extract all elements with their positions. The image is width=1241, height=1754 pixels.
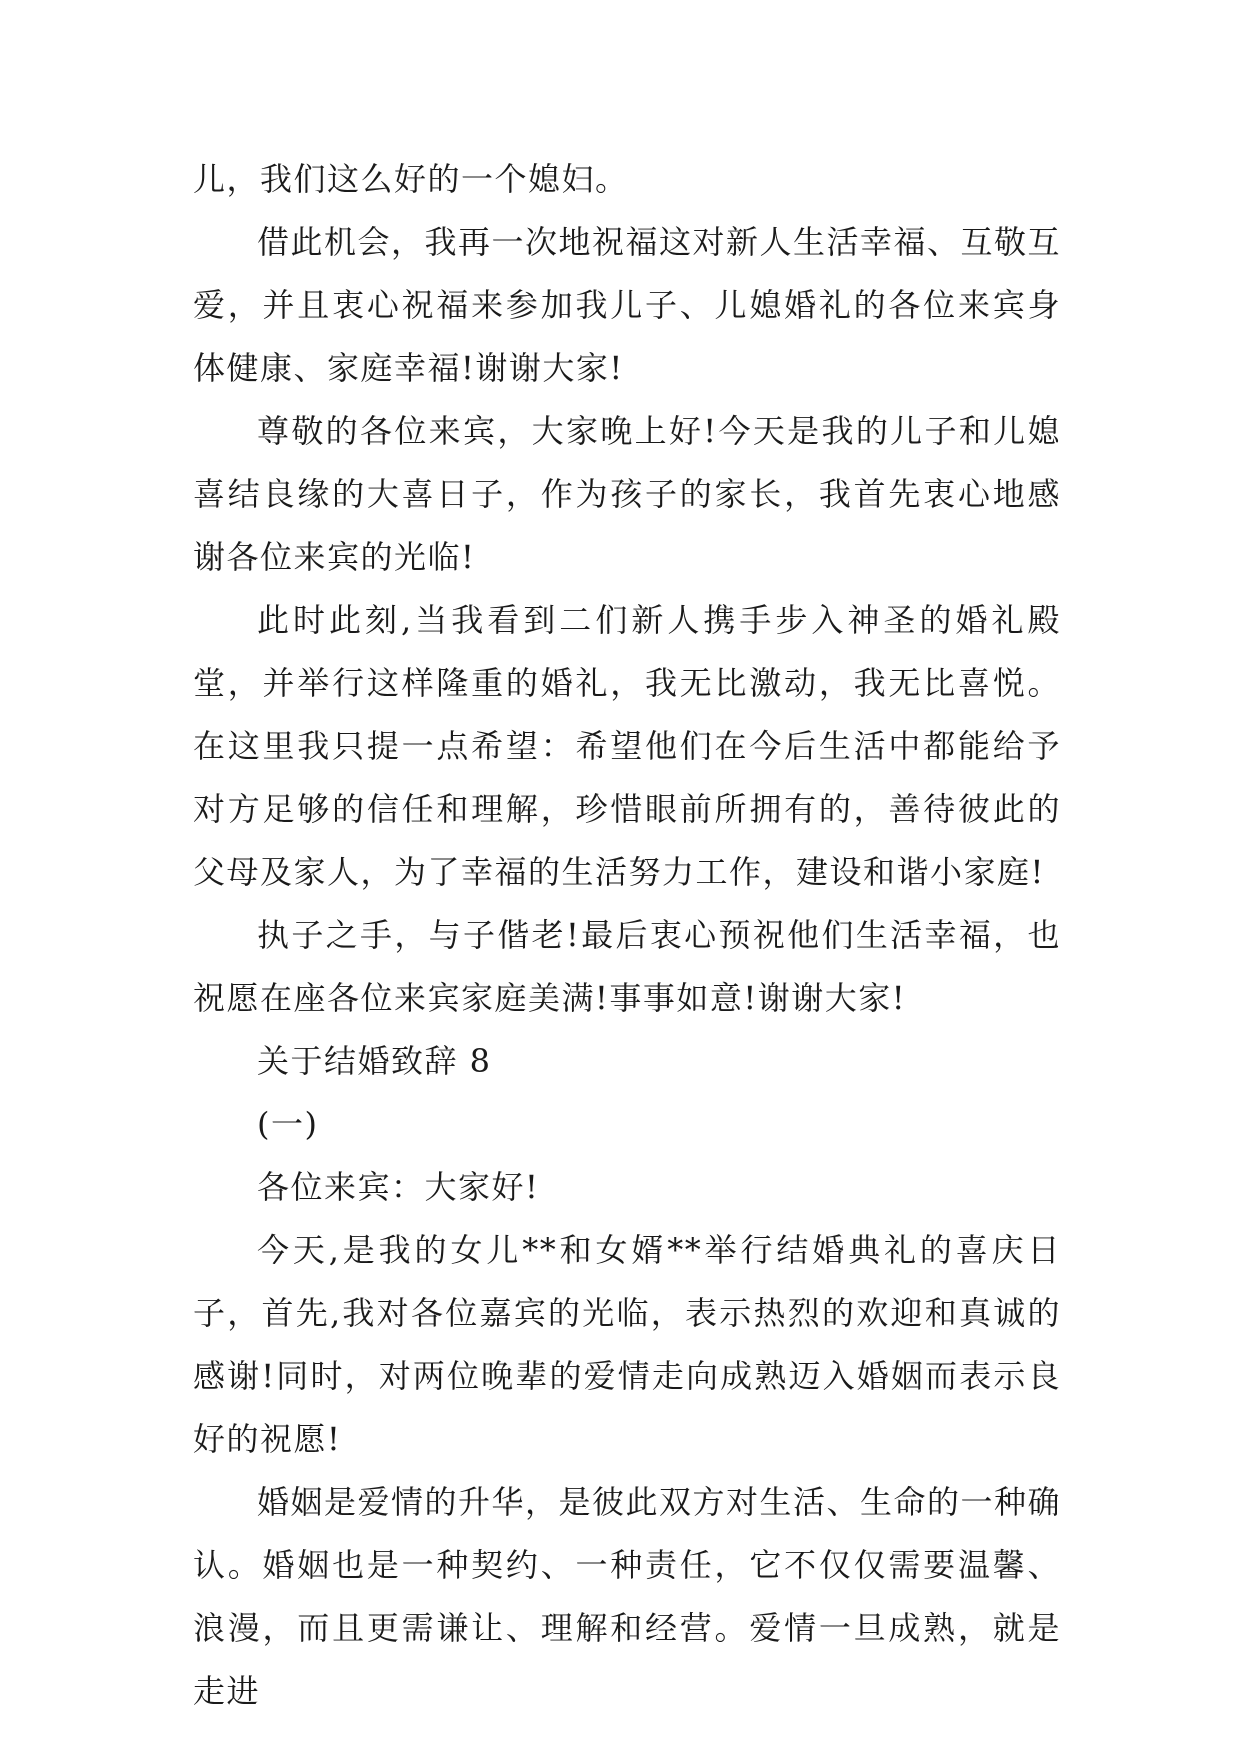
paragraph-7: 婚姻是爱情的升华，是彼此双方对生活、生命的一种确认。婚姻也是一种契约、一种责任，它不仅仅需要温馨、浪漫，而且更需谦让、理解和经营。爱情一旦成熟，就是走进 (193, 1483, 1062, 1710)
paragraph-6: 今天,是我的女儿**和女婿**举行结婚典礼的喜庆日子，首先,我对各位嘉宾的光临，表示热烈的欢迎和真诚的感谢!同时，对两位晚辈的爱情走向成熟迈入婚姻而表示良好的祝愿! (193, 1231, 1061, 1458)
section-heading: 关于结婚致辞 8 (257, 1042, 492, 1080)
paragraph-1: 儿，我们这么好的一个媳妇。 (193, 160, 629, 198)
subsection-marker: (一) (257, 1105, 319, 1143)
document-body (193, 148, 1061, 1723)
salutation: 各位来宾：大家好! (257, 1168, 540, 1206)
paragraph-2: 借此机会，我再一次地祝福这对新人生活幸福、互敬互爱，并且衷心祝福来参加我儿子、儿媳婚礼的各位来宾身体健康、家庭幸福!谢谢大家! (193, 223, 1062, 387)
paragraph-3: 尊敬的各位来宾，大家晚上好!今天是我的儿子和儿媳喜结良缘的大喜日子，作为孩子的家长，我首先衷心地感谢各位来宾的光临! (193, 412, 1061, 576)
paragraph-4: 此时此刻,当我看到二们新人携手步入神圣的婚礼殿堂，并举行这样隆重的婚礼，我无比激动，我无比喜悦。在这里我只提一点希望：希望他们在今后生活中都能给予对方足够的信任和理解，珍惜眼前所拥有的，善待彼此的父母及家人，为了幸福的生活努力工作，建设和谐小家庭! (193, 601, 1061, 891)
paragraph-5: 执子之手，与子偕老!最后衷心预祝他们生活幸福，也祝愿在座各位来宾家庭美满!事事如意!谢谢大家! (193, 916, 1061, 1017)
